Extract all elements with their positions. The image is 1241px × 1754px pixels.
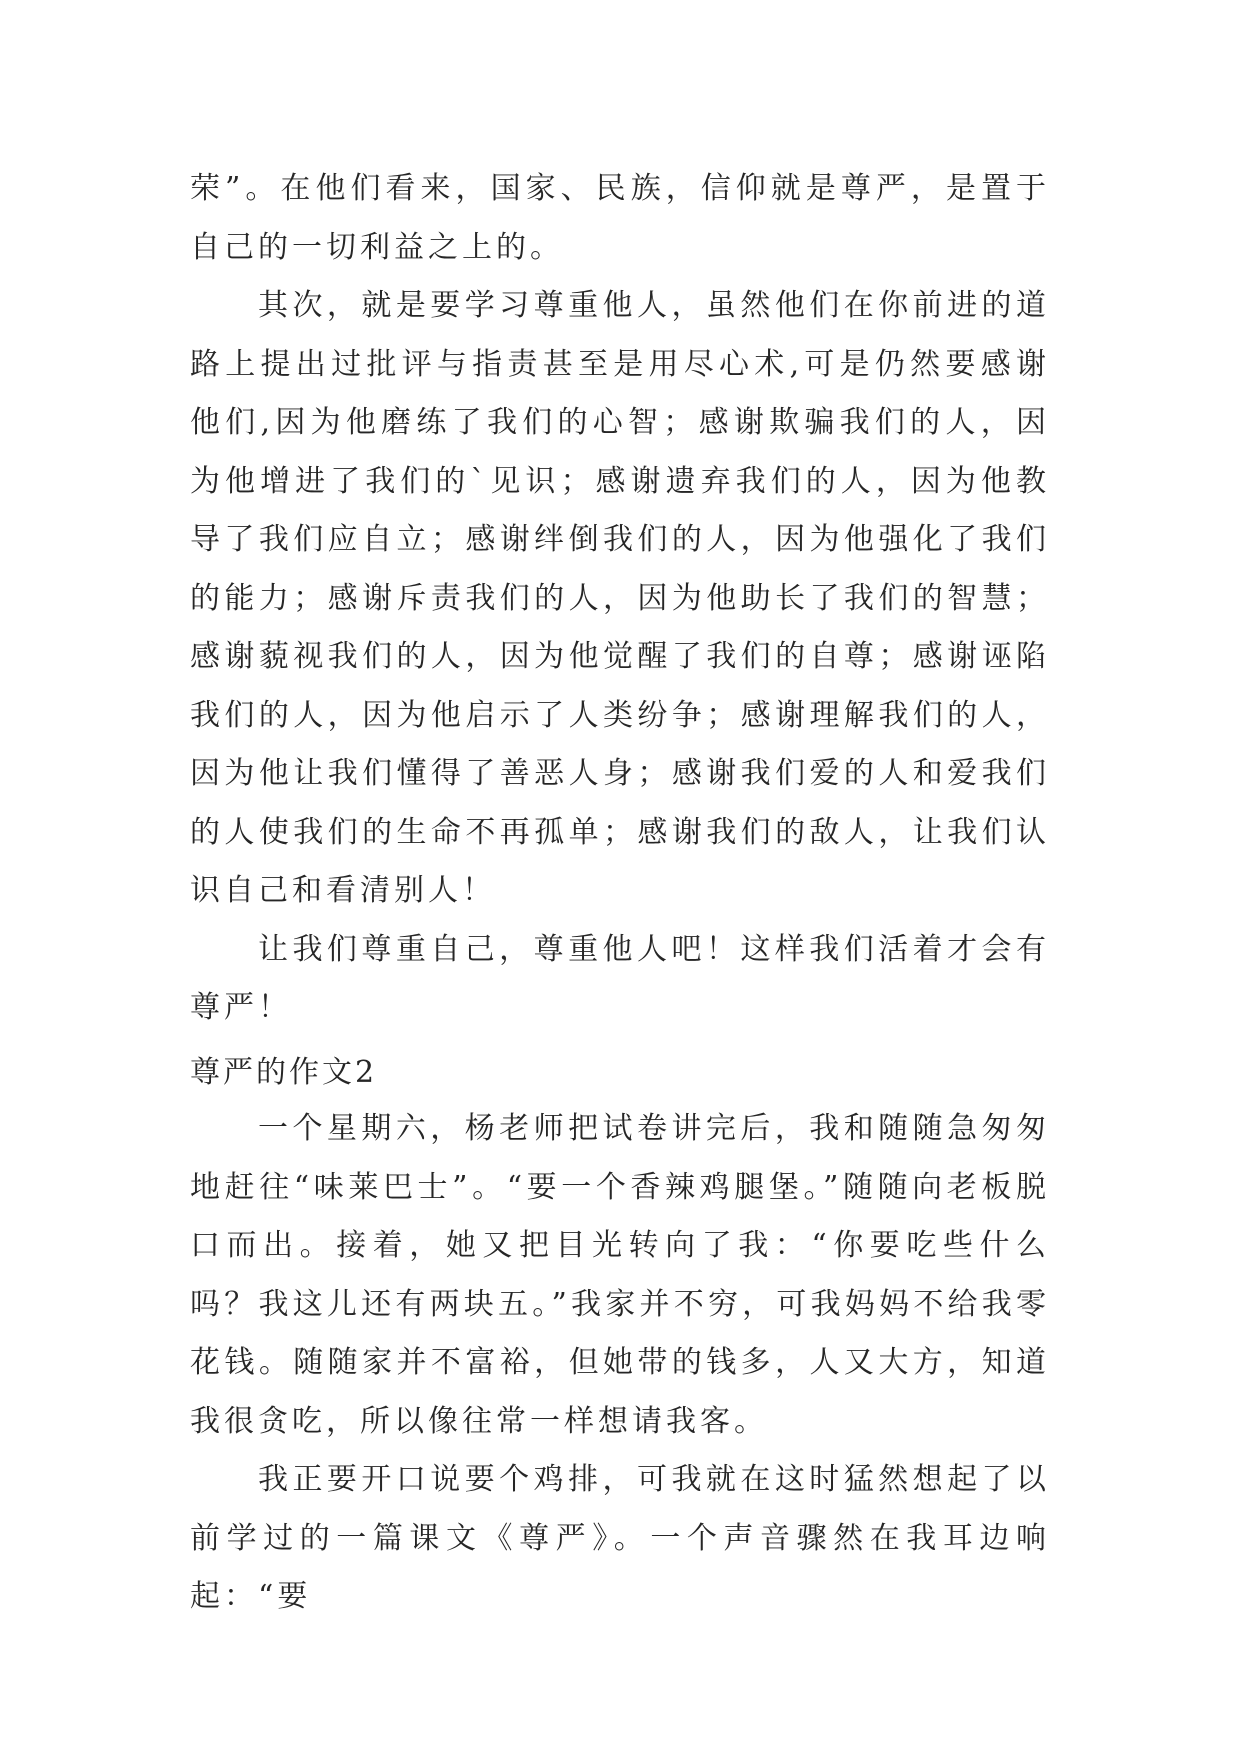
paragraph-dignity-lesson: 我正要开口说要个鸡排，可我就在这时猛然想起了以前学过的一篇课文《尊严》。一个声音骤然在我耳边响起：“要	[190, 1462, 1050, 1614]
paragraph-conclusion: 让我们尊重自己，尊重他人吧！这样我们活着才会有尊严！	[190, 931, 1050, 1025]
paragraph-continuation: 荣”。在他们看来，国家、民族，信仰就是尊严，是置于自己的一切利益之上的。	[190, 171, 1050, 265]
essay-section-1	[190, 160, 1050, 1038]
essay-section-2	[190, 1100, 1050, 1627]
paragraph-respect-others: 其次，就是要学习尊重他人，虽然他们在你前进的道路上提出过批评与指责甚至是用尽心术,可是仍然要感谢他们,因为他磨练了我们的心智；感谢欺骗我们的人，因为他增进了我们的`见识；感谢遗弃我们的人，因为他教导了我们应自立；感谢绊倒我们的人，因为他强化了我们的能力；感谢斥责我们的人，因为他助长了我们的智慧；感谢藐视我们的人，因为他觉醒了我们的自尊；感谢诬陷我们的人，因为他启示了人类纷争；感谢理解我们的人，因为他让我们懂得了善恶人身；感谢我们爱的人和爱我们的人使我们的生命不再孤单；感谢我们的敌人，让我们认识自己和看清别人！	[190, 288, 1050, 908]
essay-2-heading: 尊严的作文2	[190, 1055, 378, 1090]
paragraph-saturday: 一个星期六，杨老师把试卷讲完后，我和随随急匆匆地赶往“味莱巴士”。“要一个香辣鸡腿堡。”随随向老板脱口而出。接着，她又把目光转向了我：“你要吃些什么吗？我这儿还有两块五。”我家并不穷，可我妈妈不给我零花钱。随随家并不富裕，但她带的钱多，人又大方，知道我很贪吃，所以像往常一样想请我客。	[190, 1111, 1050, 1439]
